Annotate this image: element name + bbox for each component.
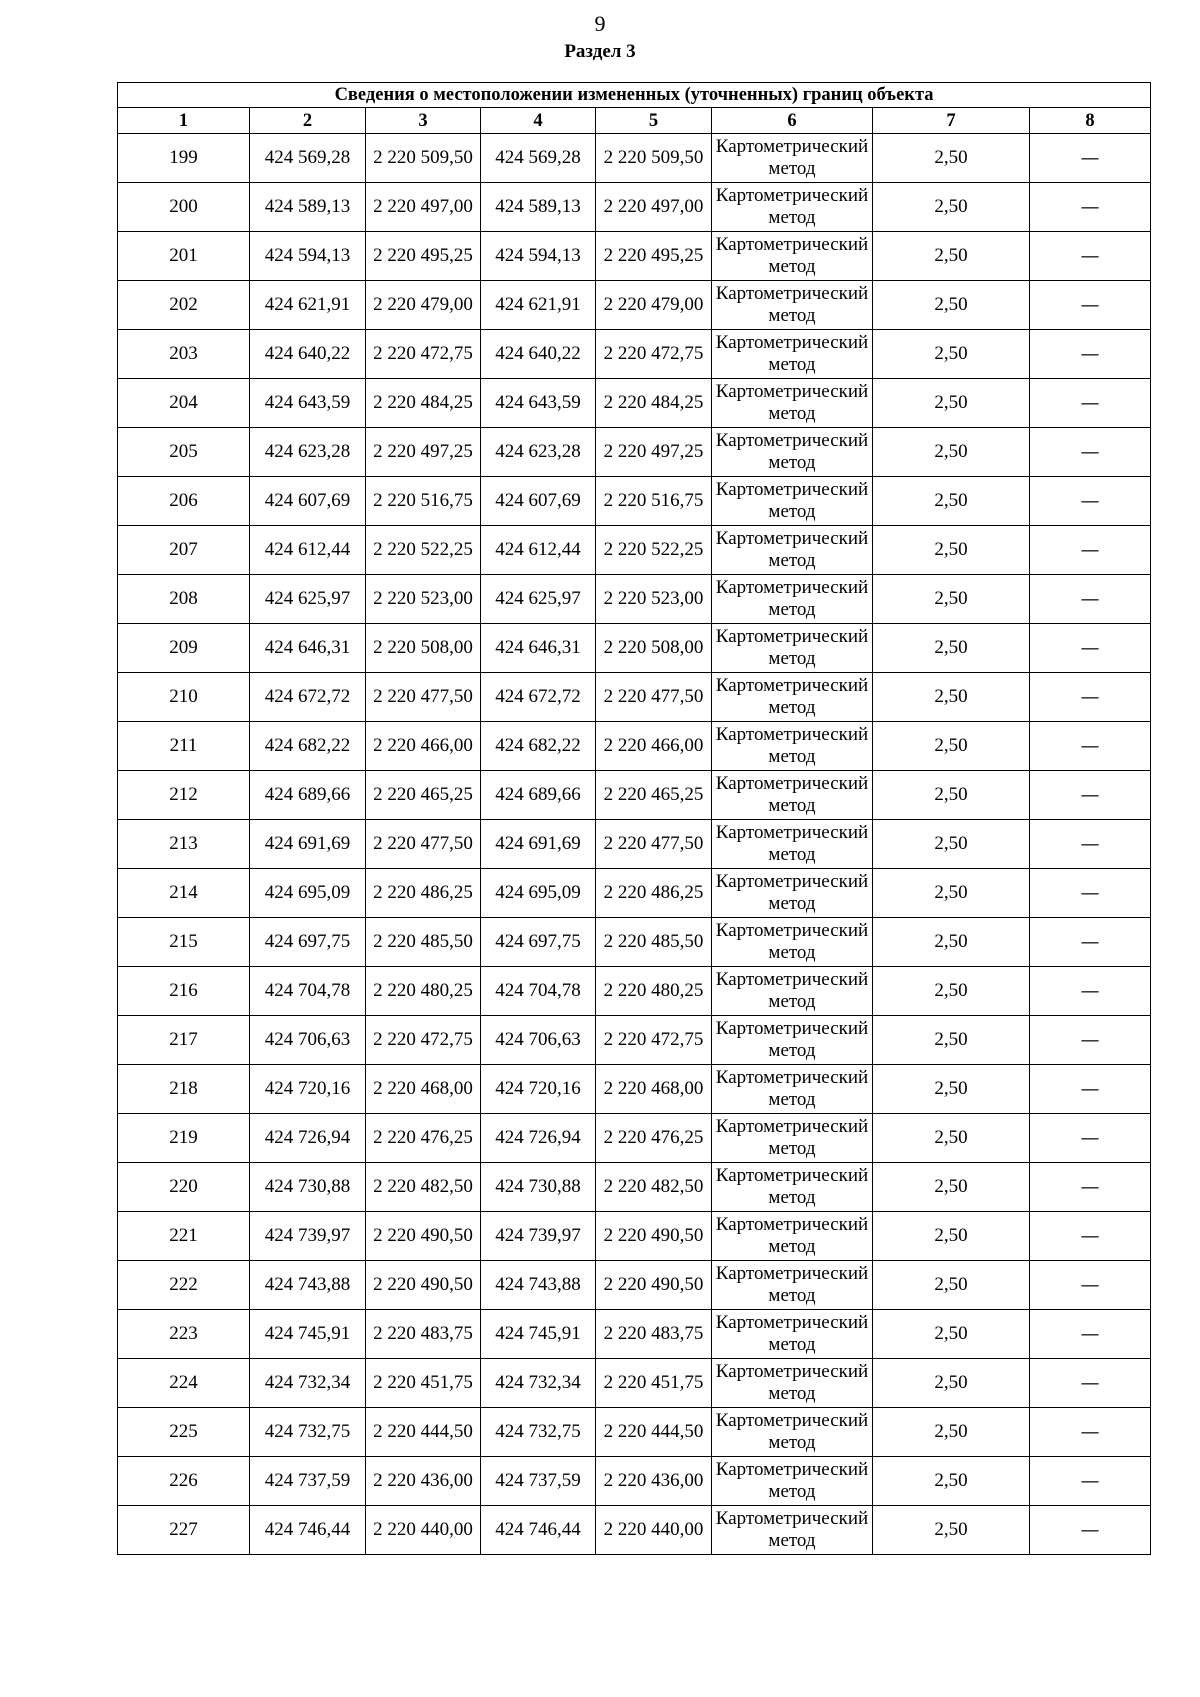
- point-number-cell: 200: [118, 183, 250, 232]
- accuracy-cell: 2,50: [873, 232, 1030, 281]
- note-cell: —: [1030, 967, 1151, 1016]
- x-existing-cell: 424 706,63: [250, 1016, 366, 1065]
- y-existing-cell: 2 220 436,00: [366, 1457, 481, 1506]
- y-existing-cell: 2 220 484,25: [366, 379, 481, 428]
- x-existing-cell: 424 691,69: [250, 820, 366, 869]
- point-number-cell: 219: [118, 1114, 250, 1163]
- note-cell: —: [1030, 722, 1151, 771]
- y-existing-cell: 2 220 480,25: [366, 967, 481, 1016]
- point-number-cell: 222: [118, 1261, 250, 1310]
- x-refined-cell: 424 682,22: [481, 722, 596, 771]
- method-cell: Картометрический метод: [712, 281, 873, 330]
- column-number-5: 5: [596, 108, 712, 134]
- note-cell: —: [1030, 281, 1151, 330]
- x-refined-cell: 424 739,97: [481, 1212, 596, 1261]
- y-refined-cell: 2 220 479,00: [596, 281, 712, 330]
- y-refined-cell: 2 220 480,25: [596, 967, 712, 1016]
- y-existing-cell: 2 220 479,00: [366, 281, 481, 330]
- point-number-cell: 211: [118, 722, 250, 771]
- y-refined-cell: 2 220 495,25: [596, 232, 712, 281]
- x-existing-cell: 424 746,44: [250, 1506, 366, 1555]
- method-cell: Картометрический метод: [712, 379, 873, 428]
- accuracy-cell: 2,50: [873, 183, 1030, 232]
- accuracy-cell: 2,50: [873, 1310, 1030, 1359]
- x-refined-cell: 424 594,13: [481, 232, 596, 281]
- x-refined-cell: 424 640,22: [481, 330, 596, 379]
- table-row: [118, 1114, 1151, 1163]
- x-refined-cell: 424 646,31: [481, 624, 596, 673]
- note-cell: —: [1030, 379, 1151, 428]
- point-number-cell: 205: [118, 428, 250, 477]
- x-existing-cell: 424 607,69: [250, 477, 366, 526]
- method-cell: Картометрический метод: [712, 1359, 873, 1408]
- accuracy-cell: 2,50: [873, 1261, 1030, 1310]
- x-existing-cell: 424 646,31: [250, 624, 366, 673]
- point-number-cell: 204: [118, 379, 250, 428]
- point-number-cell: 199: [118, 134, 250, 183]
- accuracy-cell: 2,50: [873, 379, 1030, 428]
- point-number-cell: 208: [118, 575, 250, 624]
- note-cell: —: [1030, 183, 1151, 232]
- x-existing-cell: 424 589,13: [250, 183, 366, 232]
- y-refined-cell: 2 220 451,75: [596, 1359, 712, 1408]
- x-refined-cell: 424 732,75: [481, 1408, 596, 1457]
- table-row: [118, 183, 1151, 232]
- x-existing-cell: 424 689,66: [250, 771, 366, 820]
- method-cell: Картометрический метод: [712, 526, 873, 575]
- note-cell: —: [1030, 1016, 1151, 1065]
- y-existing-cell: 2 220 440,00: [366, 1506, 481, 1555]
- table-body: [118, 134, 1151, 1555]
- y-refined-cell: 2 220 484,25: [596, 379, 712, 428]
- table-row: [118, 722, 1151, 771]
- table-row: [118, 1163, 1151, 1212]
- y-existing-cell: 2 220 477,50: [366, 673, 481, 722]
- x-existing-cell: 424 732,34: [250, 1359, 366, 1408]
- note-cell: —: [1030, 1163, 1151, 1212]
- x-refined-cell: 424 621,91: [481, 281, 596, 330]
- x-refined-cell: 424 607,69: [481, 477, 596, 526]
- y-refined-cell: 2 220 466,00: [596, 722, 712, 771]
- method-cell: Картометрический метод: [712, 1114, 873, 1163]
- method-cell: Картометрический метод: [712, 1212, 873, 1261]
- x-refined-cell: 424 737,59: [481, 1457, 596, 1506]
- y-existing-cell: 2 220 482,50: [366, 1163, 481, 1212]
- y-refined-cell: 2 220 444,50: [596, 1408, 712, 1457]
- point-number-cell: 224: [118, 1359, 250, 1408]
- method-cell: Картометрический метод: [712, 918, 873, 967]
- table-row: [118, 820, 1151, 869]
- y-existing-cell: 2 220 486,25: [366, 869, 481, 918]
- point-number-cell: 225: [118, 1408, 250, 1457]
- note-cell: —: [1030, 1506, 1151, 1555]
- x-refined-cell: 424 672,72: [481, 673, 596, 722]
- x-existing-cell: 424 697,75: [250, 918, 366, 967]
- x-existing-cell: 424 743,88: [250, 1261, 366, 1310]
- note-cell: —: [1030, 477, 1151, 526]
- x-existing-cell: 424 726,94: [250, 1114, 366, 1163]
- column-number-row: [118, 108, 1151, 134]
- x-refined-cell: 424 726,94: [481, 1114, 596, 1163]
- x-existing-cell: 424 643,59: [250, 379, 366, 428]
- note-cell: —: [1030, 1408, 1151, 1457]
- accuracy-cell: 2,50: [873, 771, 1030, 820]
- method-cell: Картометрический метод: [712, 575, 873, 624]
- method-cell: Картометрический метод: [712, 330, 873, 379]
- note-cell: —: [1030, 1212, 1151, 1261]
- x-existing-cell: 424 594,13: [250, 232, 366, 281]
- y-existing-cell: 2 220 523,00: [366, 575, 481, 624]
- y-refined-cell: 2 220 436,00: [596, 1457, 712, 1506]
- x-refined-cell: 424 697,75: [481, 918, 596, 967]
- column-number-2: 2: [250, 108, 366, 134]
- y-existing-cell: 2 220 508,00: [366, 624, 481, 673]
- accuracy-cell: 2,50: [873, 526, 1030, 575]
- y-refined-cell: 2 220 490,50: [596, 1261, 712, 1310]
- y-refined-cell: 2 220 477,50: [596, 673, 712, 722]
- y-refined-cell: 2 220 486,25: [596, 869, 712, 918]
- accuracy-cell: 2,50: [873, 673, 1030, 722]
- x-refined-cell: 424 704,78: [481, 967, 596, 1016]
- x-refined-cell: 424 695,09: [481, 869, 596, 918]
- column-number-1: 1: [118, 108, 250, 134]
- accuracy-cell: 2,50: [873, 1163, 1030, 1212]
- table-row: [118, 232, 1151, 281]
- x-existing-cell: 424 623,28: [250, 428, 366, 477]
- table-row: [118, 1457, 1151, 1506]
- y-refined-cell: 2 220 516,75: [596, 477, 712, 526]
- x-refined-cell: 424 689,66: [481, 771, 596, 820]
- method-cell: Картометрический метод: [712, 428, 873, 477]
- page-number: 9: [594, 11, 606, 36]
- note-cell: —: [1030, 1457, 1151, 1506]
- x-refined-cell: 424 730,88: [481, 1163, 596, 1212]
- accuracy-cell: 2,50: [873, 1114, 1030, 1163]
- point-number-cell: 212: [118, 771, 250, 820]
- accuracy-cell: 2,50: [873, 330, 1030, 379]
- y-refined-cell: 2 220 497,00: [596, 183, 712, 232]
- note-cell: —: [1030, 526, 1151, 575]
- table-row: [118, 1506, 1151, 1555]
- x-existing-cell: 424 720,16: [250, 1065, 366, 1114]
- accuracy-cell: 2,50: [873, 820, 1030, 869]
- point-number-cell: 221: [118, 1212, 250, 1261]
- column-number-6: 6: [712, 108, 873, 134]
- x-refined-cell: 424 720,16: [481, 1065, 596, 1114]
- x-existing-cell: 424 704,78: [250, 967, 366, 1016]
- table-row: [118, 575, 1151, 624]
- point-number-cell: 209: [118, 624, 250, 673]
- y-refined-cell: 2 220 477,50: [596, 820, 712, 869]
- accuracy-cell: 2,50: [873, 1359, 1030, 1408]
- x-refined-cell: 424 706,63: [481, 1016, 596, 1065]
- note-cell: —: [1030, 330, 1151, 379]
- y-existing-cell: 2 220 477,50: [366, 820, 481, 869]
- table-caption: Сведения о местоположении измененных (уточненных) границ объекта: [118, 83, 1151, 108]
- accuracy-cell: 2,50: [873, 1065, 1030, 1114]
- point-number-cell: 217: [118, 1016, 250, 1065]
- accuracy-cell: 2,50: [873, 1212, 1030, 1261]
- y-refined-cell: 2 220 490,50: [596, 1212, 712, 1261]
- y-refined-cell: 2 220 508,00: [596, 624, 712, 673]
- accuracy-cell: 2,50: [873, 722, 1030, 771]
- table-row: [118, 1212, 1151, 1261]
- x-existing-cell: 424 730,88: [250, 1163, 366, 1212]
- y-refined-cell: 2 220 440,00: [596, 1506, 712, 1555]
- y-existing-cell: 2 220 472,75: [366, 330, 481, 379]
- y-refined-cell: 2 220 509,50: [596, 134, 712, 183]
- y-refined-cell: 2 220 465,25: [596, 771, 712, 820]
- table-row: [118, 1359, 1151, 1408]
- table-row: [118, 967, 1151, 1016]
- y-existing-cell: 2 220 485,50: [366, 918, 481, 967]
- y-existing-cell: 2 220 490,50: [366, 1212, 481, 1261]
- method-cell: Картометрический метод: [712, 1408, 873, 1457]
- note-cell: —: [1030, 1065, 1151, 1114]
- x-refined-cell: 424 612,44: [481, 526, 596, 575]
- method-cell: Картометрический метод: [712, 1163, 873, 1212]
- accuracy-cell: 2,50: [873, 1506, 1030, 1555]
- x-existing-cell: 424 672,72: [250, 673, 366, 722]
- y-refined-cell: 2 220 482,50: [596, 1163, 712, 1212]
- table-row: [118, 1408, 1151, 1457]
- point-number-cell: 210: [118, 673, 250, 722]
- accuracy-cell: 2,50: [873, 1457, 1030, 1506]
- point-number-cell: 216: [118, 967, 250, 1016]
- x-refined-cell: 424 625,97: [481, 575, 596, 624]
- table-row: [118, 1261, 1151, 1310]
- y-existing-cell: 2 220 451,75: [366, 1359, 481, 1408]
- method-cell: Картометрический метод: [712, 1506, 873, 1555]
- table-row: [118, 134, 1151, 183]
- note-cell: —: [1030, 232, 1151, 281]
- y-refined-cell: 2 220 485,50: [596, 918, 712, 967]
- x-refined-cell: 424 643,59: [481, 379, 596, 428]
- column-number-8: 8: [1030, 108, 1151, 134]
- y-existing-cell: 2 220 468,00: [366, 1065, 481, 1114]
- y-existing-cell: 2 220 483,75: [366, 1310, 481, 1359]
- table-row: [118, 673, 1151, 722]
- method-cell: Картометрический метод: [712, 134, 873, 183]
- y-refined-cell: 2 220 483,75: [596, 1310, 712, 1359]
- note-cell: —: [1030, 428, 1151, 477]
- boundary-coordinates-table: [117, 82, 1151, 1555]
- x-refined-cell: 424 732,34: [481, 1359, 596, 1408]
- method-cell: Картометрический метод: [712, 477, 873, 526]
- y-existing-cell: 2 220 497,25: [366, 428, 481, 477]
- point-number-cell: 207: [118, 526, 250, 575]
- point-number-cell: 214: [118, 869, 250, 918]
- note-cell: —: [1030, 771, 1151, 820]
- x-existing-cell: 424 612,44: [250, 526, 366, 575]
- x-existing-cell: 424 745,91: [250, 1310, 366, 1359]
- column-number-3: 3: [366, 108, 481, 134]
- method-cell: Картометрический метод: [712, 1261, 873, 1310]
- point-number-cell: 201: [118, 232, 250, 281]
- point-number-cell: 202: [118, 281, 250, 330]
- point-number-cell: 226: [118, 1457, 250, 1506]
- table-row: [118, 1065, 1151, 1114]
- x-refined-cell: 424 691,69: [481, 820, 596, 869]
- x-refined-cell: 424 743,88: [481, 1261, 596, 1310]
- y-refined-cell: 2 220 476,25: [596, 1114, 712, 1163]
- table-row: [118, 477, 1151, 526]
- accuracy-cell: 2,50: [873, 575, 1030, 624]
- y-existing-cell: 2 220 495,25: [366, 232, 481, 281]
- x-refined-cell: 424 623,28: [481, 428, 596, 477]
- table-row: [118, 918, 1151, 967]
- table-row: [118, 330, 1151, 379]
- x-existing-cell: 424 640,22: [250, 330, 366, 379]
- point-number-cell: 218: [118, 1065, 250, 1114]
- accuracy-cell: 2,50: [873, 624, 1030, 673]
- note-cell: —: [1030, 820, 1151, 869]
- x-refined-cell: 424 746,44: [481, 1506, 596, 1555]
- note-cell: —: [1030, 673, 1151, 722]
- x-existing-cell: 424 737,59: [250, 1457, 366, 1506]
- column-number-7: 7: [873, 108, 1030, 134]
- y-existing-cell: 2 220 522,25: [366, 526, 481, 575]
- point-number-cell: 227: [118, 1506, 250, 1555]
- table-row: [118, 281, 1151, 330]
- note-cell: —: [1030, 134, 1151, 183]
- x-existing-cell: 424 621,91: [250, 281, 366, 330]
- point-number-cell: 213: [118, 820, 250, 869]
- x-existing-cell: 424 625,97: [250, 575, 366, 624]
- y-refined-cell: 2 220 522,25: [596, 526, 712, 575]
- column-number-4: 4: [481, 108, 596, 134]
- note-cell: —: [1030, 1114, 1151, 1163]
- table-row: [118, 869, 1151, 918]
- method-cell: Картометрический метод: [712, 1016, 873, 1065]
- point-number-cell: 220: [118, 1163, 250, 1212]
- point-number-cell: 206: [118, 477, 250, 526]
- x-existing-cell: 424 682,22: [250, 722, 366, 771]
- accuracy-cell: 2,50: [873, 477, 1030, 526]
- x-refined-cell: 424 745,91: [481, 1310, 596, 1359]
- note-cell: —: [1030, 1261, 1151, 1310]
- method-cell: Картометрический метод: [712, 967, 873, 1016]
- y-existing-cell: 2 220 516,75: [366, 477, 481, 526]
- x-existing-cell: 424 695,09: [250, 869, 366, 918]
- method-cell: Картометрический метод: [712, 1065, 873, 1114]
- accuracy-cell: 2,50: [873, 1408, 1030, 1457]
- table-row: [118, 771, 1151, 820]
- accuracy-cell: 2,50: [873, 918, 1030, 967]
- note-cell: —: [1030, 575, 1151, 624]
- y-existing-cell: 2 220 497,00: [366, 183, 481, 232]
- method-cell: Картометрический метод: [712, 232, 873, 281]
- x-existing-cell: 424 569,28: [250, 134, 366, 183]
- y-refined-cell: 2 220 523,00: [596, 575, 712, 624]
- y-existing-cell: 2 220 465,25: [366, 771, 481, 820]
- section-title: Раздел 3: [564, 41, 636, 62]
- table-row: [118, 624, 1151, 673]
- note-cell: —: [1030, 1359, 1151, 1408]
- point-number-cell: 215: [118, 918, 250, 967]
- table-row: [118, 1310, 1151, 1359]
- table-row: [118, 526, 1151, 575]
- accuracy-cell: 2,50: [873, 428, 1030, 477]
- x-refined-cell: 424 569,28: [481, 134, 596, 183]
- y-existing-cell: 2 220 472,75: [366, 1016, 481, 1065]
- method-cell: Картометрический метод: [712, 183, 873, 232]
- note-cell: —: [1030, 624, 1151, 673]
- table-row: [118, 428, 1151, 477]
- y-existing-cell: 2 220 466,00: [366, 722, 481, 771]
- y-refined-cell: 2 220 497,25: [596, 428, 712, 477]
- note-cell: —: [1030, 1310, 1151, 1359]
- point-number-cell: 223: [118, 1310, 250, 1359]
- method-cell: Картометрический метод: [712, 1310, 873, 1359]
- y-existing-cell: 2 220 490,50: [366, 1261, 481, 1310]
- y-refined-cell: 2 220 472,75: [596, 1016, 712, 1065]
- accuracy-cell: 2,50: [873, 869, 1030, 918]
- accuracy-cell: 2,50: [873, 1016, 1030, 1065]
- method-cell: Картометрический метод: [712, 722, 873, 771]
- y-existing-cell: 2 220 509,50: [366, 134, 481, 183]
- table-row: [118, 1016, 1151, 1065]
- method-cell: Картометрический метод: [712, 1457, 873, 1506]
- point-number-cell: 203: [118, 330, 250, 379]
- note-cell: —: [1030, 918, 1151, 967]
- x-refined-cell: 424 589,13: [481, 183, 596, 232]
- y-existing-cell: 2 220 476,25: [366, 1114, 481, 1163]
- y-refined-cell: 2 220 468,00: [596, 1065, 712, 1114]
- accuracy-cell: 2,50: [873, 967, 1030, 1016]
- x-existing-cell: 424 739,97: [250, 1212, 366, 1261]
- y-refined-cell: 2 220 472,75: [596, 330, 712, 379]
- y-existing-cell: 2 220 444,50: [366, 1408, 481, 1457]
- table-row: [118, 379, 1151, 428]
- accuracy-cell: 2,50: [873, 281, 1030, 330]
- method-cell: Картометрический метод: [712, 869, 873, 918]
- x-existing-cell: 424 732,75: [250, 1408, 366, 1457]
- method-cell: Картометрический метод: [712, 624, 873, 673]
- method-cell: Картометрический метод: [712, 673, 873, 722]
- method-cell: Картометрический метод: [712, 820, 873, 869]
- note-cell: —: [1030, 869, 1151, 918]
- accuracy-cell: 2,50: [873, 134, 1030, 183]
- method-cell: Картометрический метод: [712, 771, 873, 820]
